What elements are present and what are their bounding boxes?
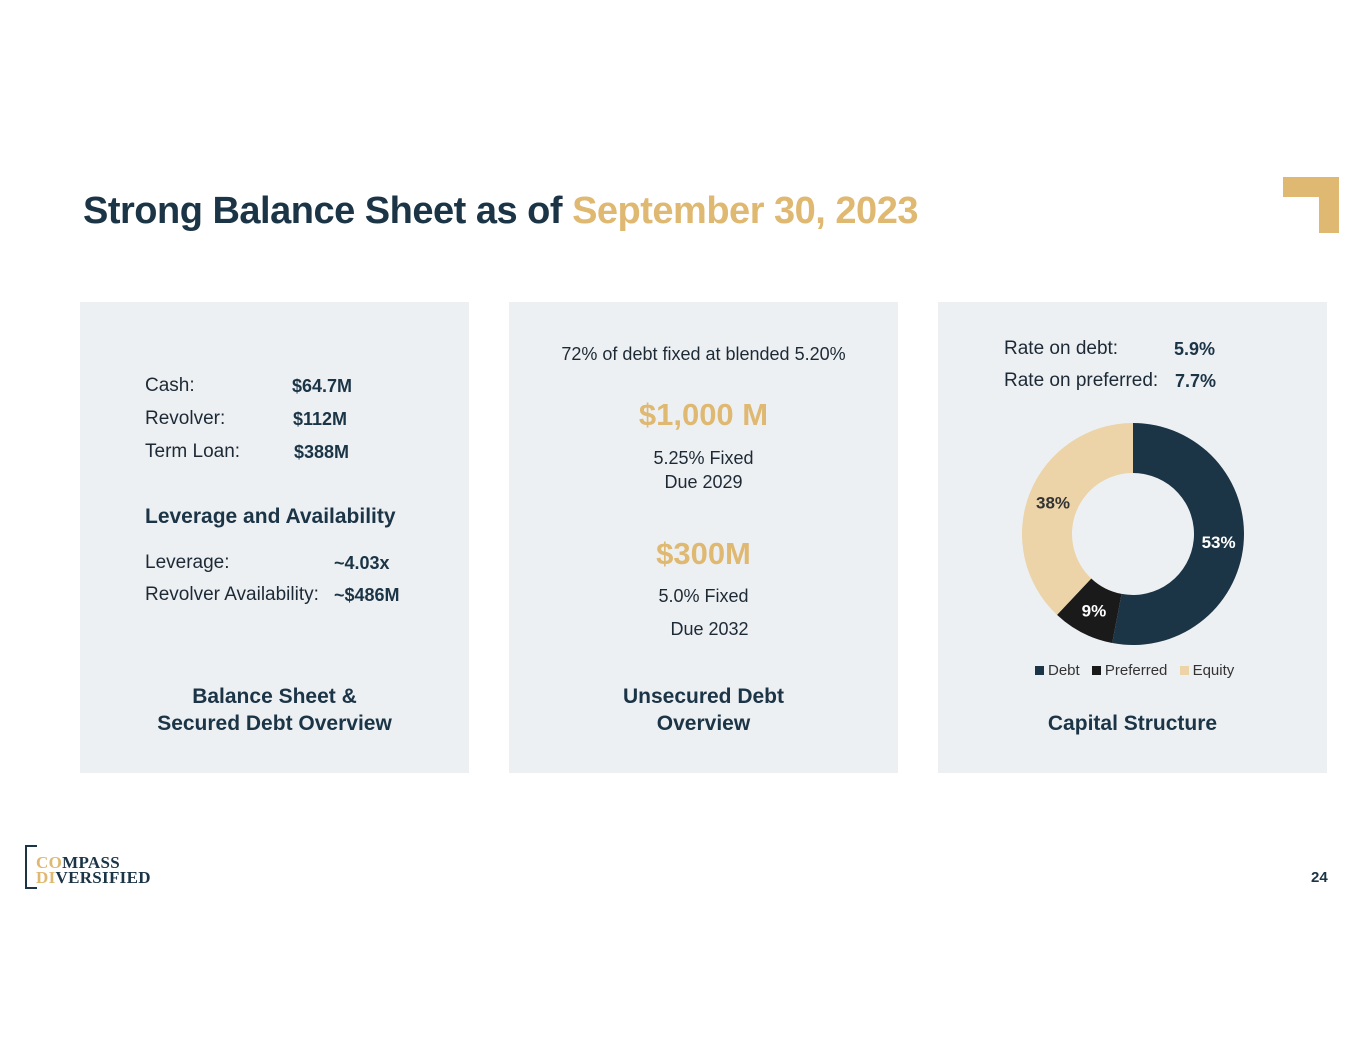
logo-line-1: COMPASS <box>36 853 120 872</box>
chart-legend <box>1035 662 1242 679</box>
cash-value: $64.7M <box>292 376 353 396</box>
donut-label-debt: 53% <box>1201 533 1236 553</box>
note-2-rate: 5.0% Fixed <box>658 586 749 606</box>
donut-label-equity: 38% <box>1036 493 1071 513</box>
panel-caption <box>80 683 469 737</box>
rate-on-preferred-value: 7.7% <box>1175 371 1217 391</box>
fixed-debt-headline: 72% of debt fixed at blended 5.20% <box>561 344 846 364</box>
cash-label: Cash: <box>145 375 195 396</box>
capital-structure-panel <box>938 302 1327 773</box>
caption-line-1: Unsecured Debt <box>622 685 785 708</box>
revolver-value: $112M <box>293 409 348 429</box>
note-2-due: Due 2032 <box>670 619 749 639</box>
corner-bracket-decoration <box>1283 177 1339 233</box>
legend-swatch-debt <box>1035 666 1044 675</box>
balance-sheet-panel <box>80 302 469 773</box>
rate-on-debt-value: 5.9% <box>1174 339 1216 359</box>
panel-caption <box>509 683 898 737</box>
legend-swatch-equity <box>1180 666 1189 675</box>
legend-label-preferred: Preferred <box>1104 662 1168 679</box>
term-loan-value: $388M <box>294 442 350 462</box>
caption-line-2: Secured Debt Overview <box>157 712 392 735</box>
legend-swatch-preferred <box>1092 666 1101 675</box>
rate-on-preferred-label: Rate on preferred: <box>1004 370 1159 391</box>
rate-on-debt-label: Rate on debt: <box>1004 338 1119 359</box>
capital-structure-donut-chart <box>1018 419 1248 649</box>
note-1-due: Due 2029 <box>664 472 743 492</box>
logo-line-2: DIVERSIFIED <box>36 868 151 887</box>
title-date: September 30, 2023 <box>572 190 918 232</box>
legend-label-equity: Equity <box>1192 662 1235 679</box>
revolver-availability-value: ~$486M <box>334 585 400 605</box>
leverage-value: ~4.03x <box>334 553 390 573</box>
term-loan-label: Term Loan: <box>145 441 241 462</box>
donut-label-preferred: 9% <box>1081 601 1107 621</box>
legend-item-preferred <box>1092 662 1168 679</box>
page-number: 24 <box>1311 869 1328 886</box>
revolver-availability-label: Revolver Availability: <box>145 584 319 605</box>
note-1-amount: $1,000 M <box>638 397 769 432</box>
legend-item-equity <box>1180 662 1235 679</box>
legend-item-debt <box>1035 662 1080 679</box>
unsecured-debt-panel <box>509 302 898 773</box>
slide-title <box>83 190 918 233</box>
revolver-label: Revolver: <box>145 408 226 429</box>
donut-slice-equity <box>1022 423 1133 615</box>
caption-line-1: Balance Sheet & <box>192 685 357 708</box>
leverage-label: Leverage: <box>145 552 230 573</box>
note-1-rate: 5.25% Fixed <box>653 448 754 468</box>
caption-line-2: Overview <box>656 712 751 735</box>
title-main: Strong Balance Sheet as of <box>83 190 573 232</box>
leverage-heading: Leverage and Availability <box>145 505 396 528</box>
note-2-amount: $300M <box>656 536 751 571</box>
company-logo <box>25 845 170 889</box>
panel-caption: Capital Structure <box>1047 712 1218 735</box>
legend-label-debt: Debt <box>1048 662 1080 679</box>
